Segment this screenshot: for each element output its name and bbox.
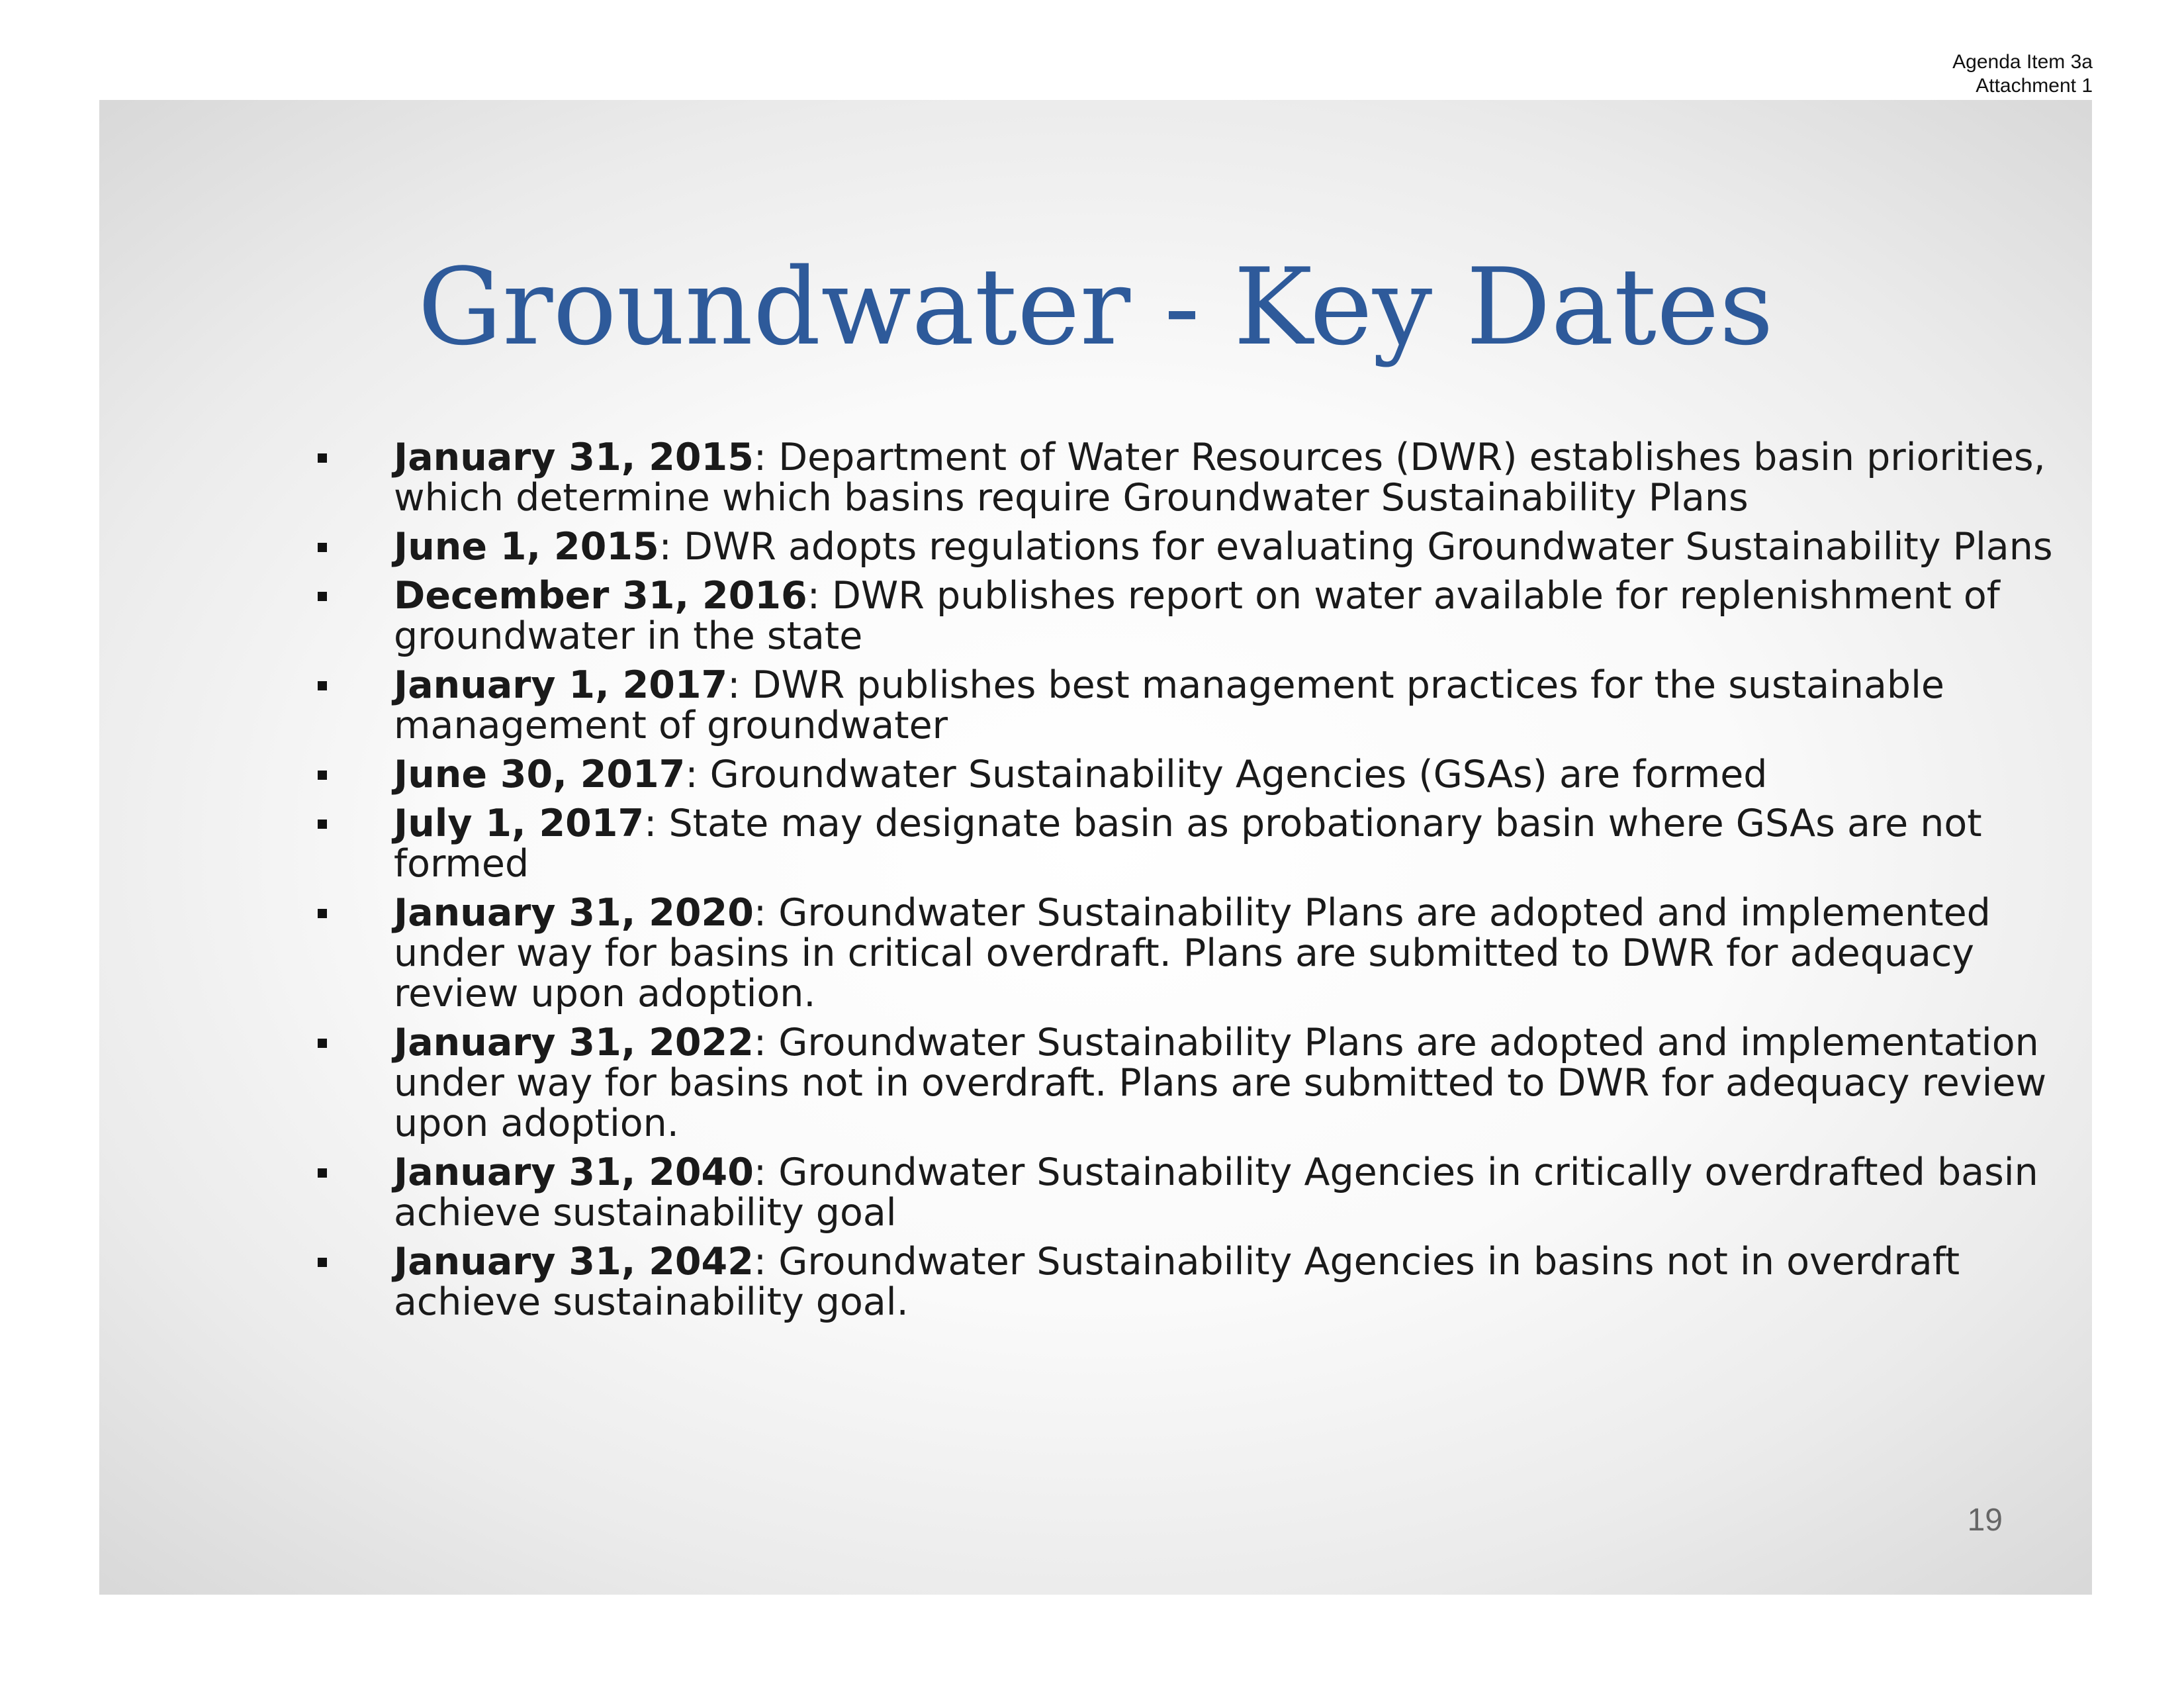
list-item [202, 1152, 2081, 1233]
bullet-date: January 31, 2020 [394, 891, 754, 935]
bullet-text: Groundwater Sustainability Agencies in critically overdrafted basin achieve sustainability goal [394, 1150, 2038, 1235]
square-bullet-icon [318, 1168, 327, 1178]
list-item [202, 438, 2081, 518]
bullet-separator: : [753, 436, 779, 479]
square-bullet-icon [318, 909, 327, 918]
bullet-separator: : [727, 663, 752, 707]
bullet-separator: : [753, 891, 779, 935]
bullet-separator: : [753, 1150, 779, 1194]
bullet-date: January 31, 2040 [394, 1150, 754, 1194]
key-dates-list [202, 438, 2081, 1331]
square-bullet-icon [318, 771, 327, 780]
list-item [202, 576, 2081, 657]
list-item [202, 665, 2081, 746]
list-item [202, 804, 2081, 884]
bullet-date: July 1, 2017 [394, 802, 645, 845]
list-item [202, 1242, 2081, 1323]
bullet-text: Groundwater Sustainability Plans are adopted and implementation under way for basins not in overdraft. Plans are submitted to DWR for adequacy review upon adoption. [394, 1021, 2047, 1145]
bullet-text: State may designate basin as probationary basin where GSAs are not formed [394, 802, 1982, 886]
bullet-separator: : [659, 525, 684, 569]
list-item [202, 1023, 2081, 1144]
list-item [202, 527, 2081, 567]
square-bullet-icon [318, 681, 327, 690]
square-bullet-icon [318, 592, 327, 601]
bullet-date: January 31, 2042 [394, 1240, 754, 1284]
agenda-item-label: Agenda Item 3a [1952, 51, 2093, 73]
bullet-separator: : [753, 1021, 779, 1064]
list-item [202, 755, 2081, 795]
bullet-text: DWR publishes best management practices for the sustainable management of groundwater [394, 663, 1944, 747]
square-bullet-icon [318, 543, 327, 552]
square-bullet-icon [318, 1039, 327, 1048]
bullet-separator: : [685, 753, 710, 796]
bullet-text: DWR adopts regulations for evaluating Groundwater Sustainability Plans [684, 525, 2053, 569]
bullet-text: Groundwater Sustainability Plans are adopted and implemented under way for basins in critical overdraft. Plans are submitted to DWR for adequacy review upon adoption. [394, 891, 1991, 1015]
page-header [1952, 50, 2093, 98]
attachment-label: Attachment 1 [1976, 75, 2093, 97]
bullet-text: Groundwater Sustainability Agencies in basins not in overdraft achieve sustainability goal. [394, 1240, 1960, 1324]
square-bullet-icon [318, 453, 327, 463]
bullet-text: DWR publishes report on water available for replenishment of groundwater in the state [394, 574, 2000, 658]
bullet-date: December 31, 2016 [394, 574, 807, 618]
slide-number: 19 [1967, 1503, 2003, 1538]
list-item [202, 893, 2081, 1014]
square-bullet-icon [318, 820, 327, 829]
bullet-date: June 30, 2017 [394, 753, 686, 796]
bullet-date: January 31, 2022 [394, 1021, 754, 1064]
bullet-date: June 1, 2015 [394, 525, 659, 569]
bullet-separator: : [807, 574, 833, 618]
slide-title: Groundwater - Key Dates [418, 245, 1774, 369]
bullet-date: January 31, 2015 [394, 436, 754, 479]
bullet-separator: : [753, 1240, 779, 1284]
bullet-text: Groundwater Sustainability Agencies (GSAs) are formed [709, 753, 1768, 796]
bullet-date: January 1, 2017 [394, 663, 728, 707]
bullet-text: Department of Water Resources (DWR) establishes basin priorities, which determine which basins require Groundwater Sustainability Plans [394, 436, 2046, 520]
slide [99, 100, 2092, 1595]
square-bullet-icon [318, 1258, 327, 1267]
bullet-separator: : [644, 802, 669, 845]
